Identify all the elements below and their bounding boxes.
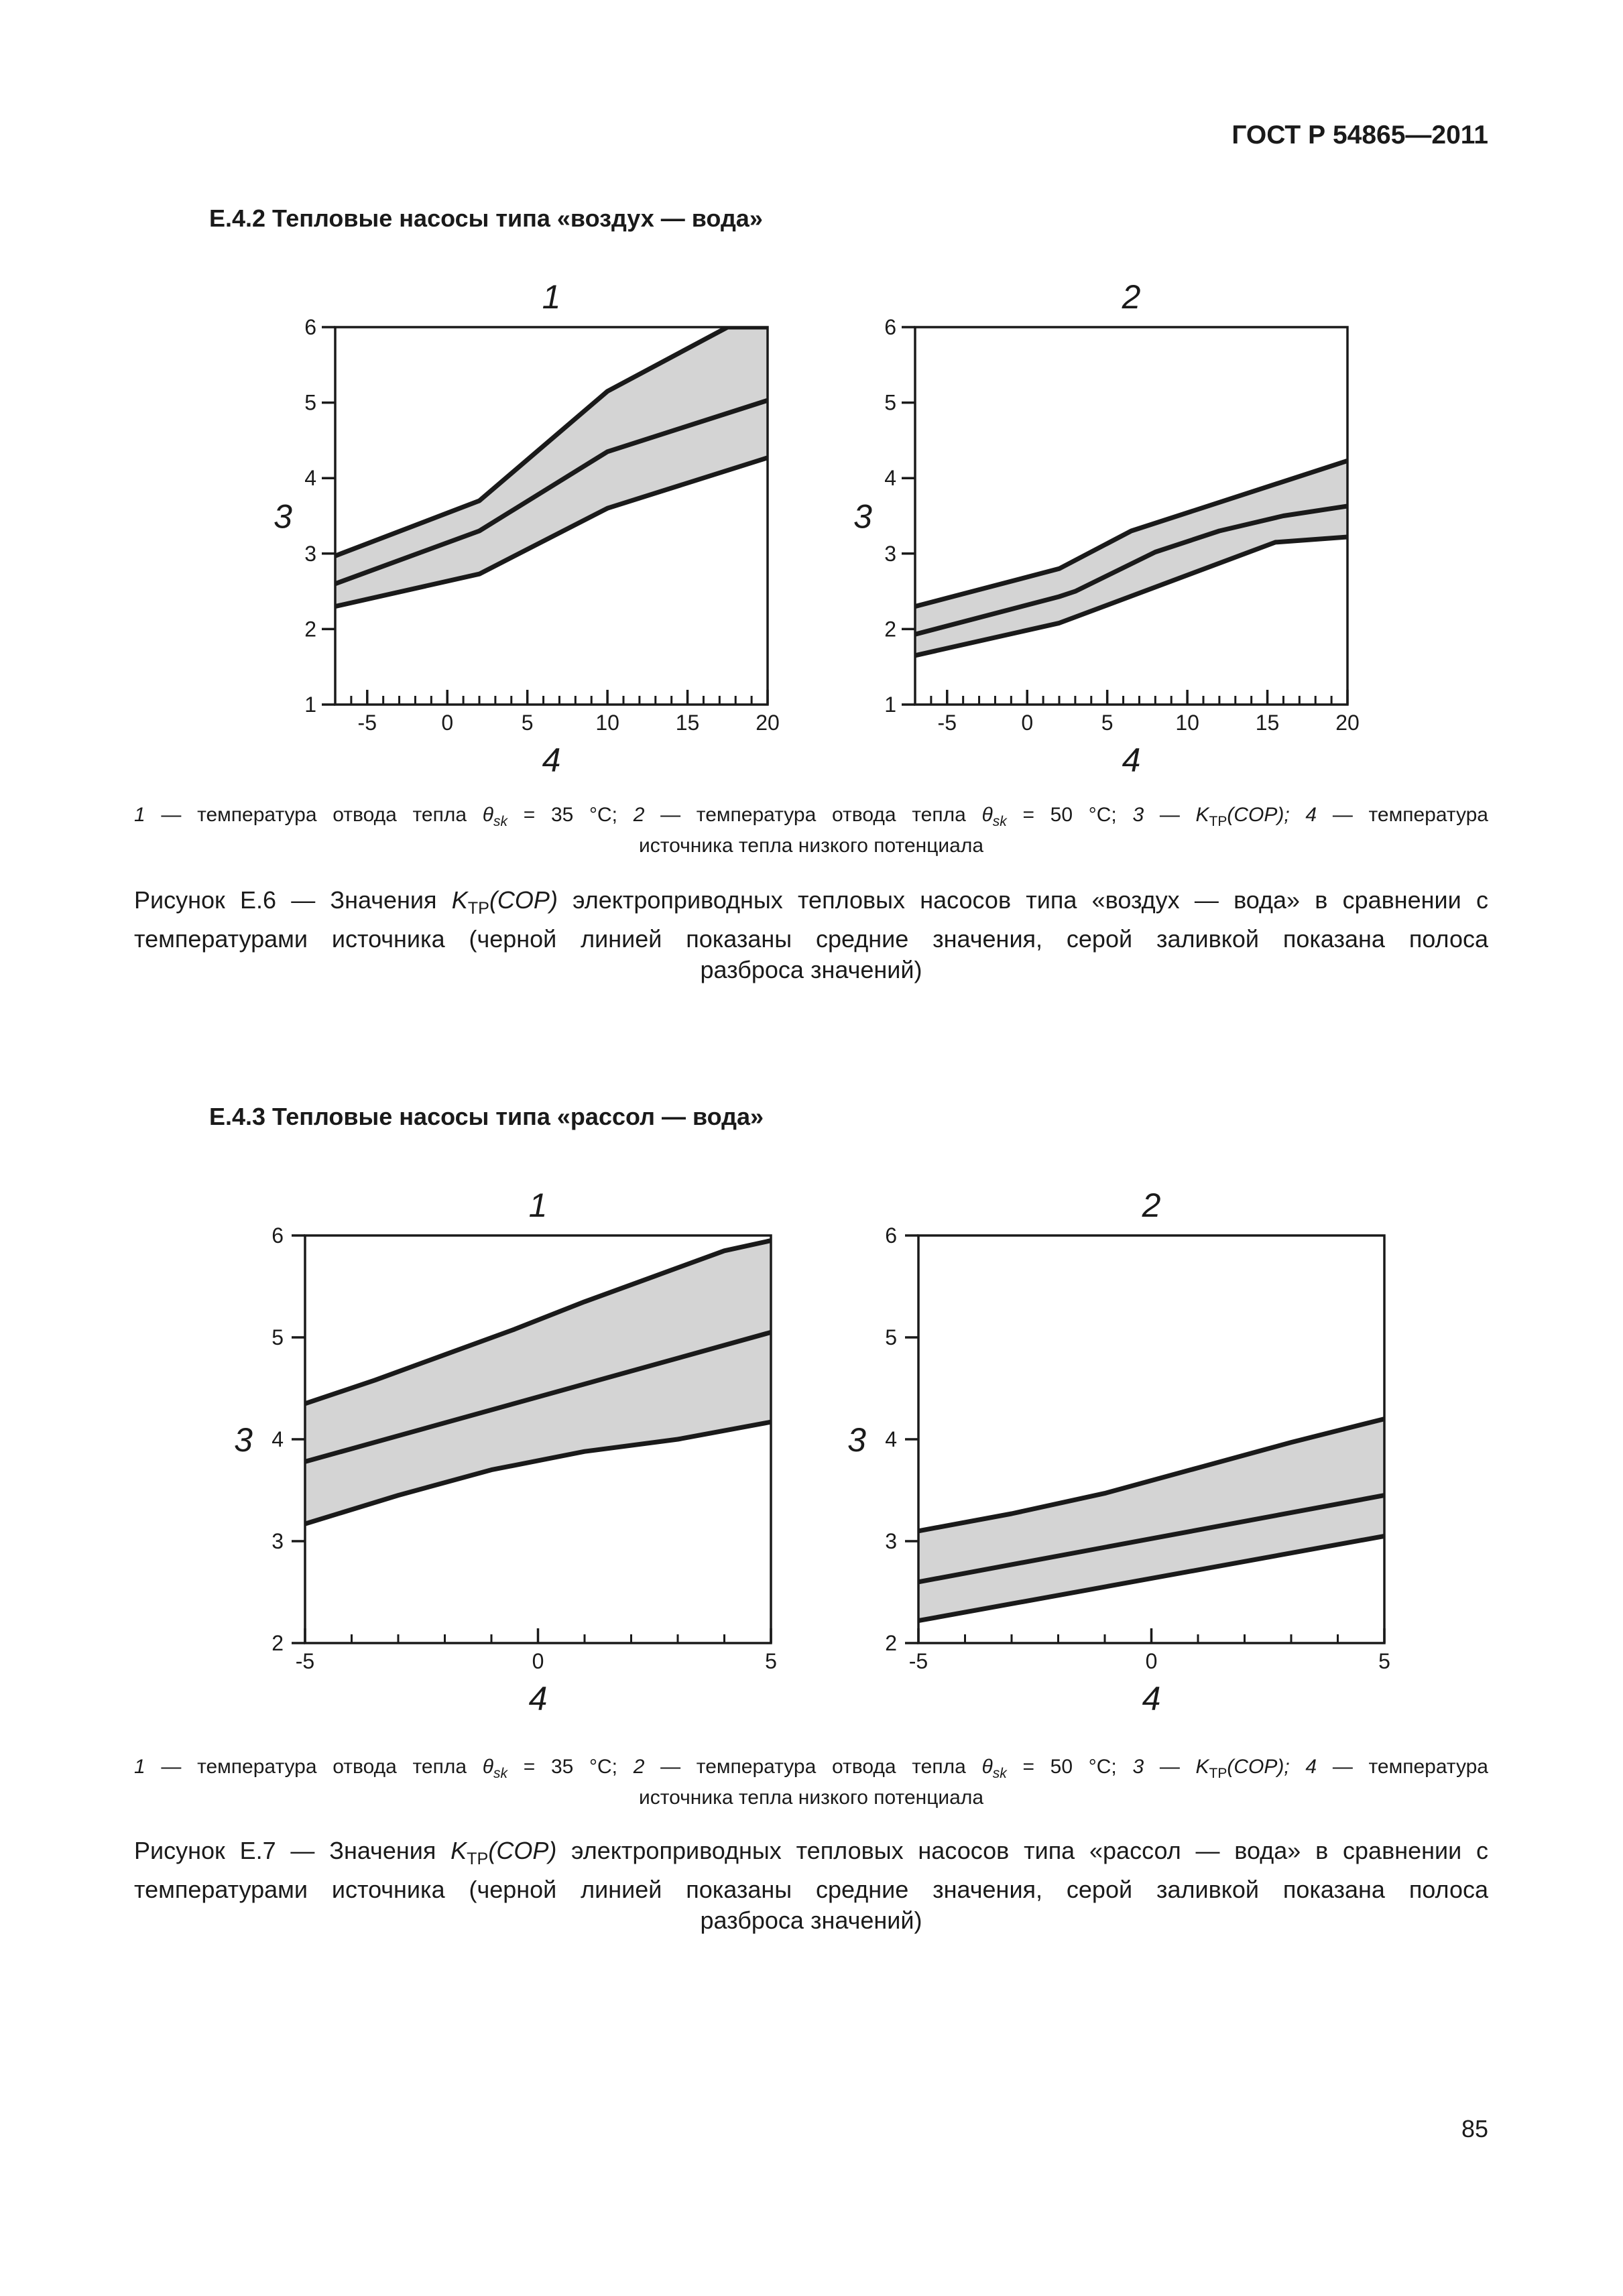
y-tick-label: 6 xyxy=(304,315,316,339)
section-title-brine-water: Е.4.3 Тепловые насосы типа «рассол — вода» xyxy=(209,1103,764,1130)
chart-e6-1 xyxy=(261,275,811,784)
y-tick-label: 3 xyxy=(885,1529,897,1553)
y-tick-label: 6 xyxy=(272,1223,284,1248)
x-axis-label: 4 xyxy=(528,1680,548,1717)
x-tick-label: 15 xyxy=(675,711,700,735)
y-tick-label: 5 xyxy=(272,1325,284,1349)
x-tick-label: 10 xyxy=(595,711,619,735)
x-tick-label: 5 xyxy=(521,711,534,735)
y-axis-label: 3 xyxy=(234,1421,253,1459)
y-axis-label: 3 xyxy=(274,497,292,536)
y-axis-label: 3 xyxy=(853,497,872,536)
x-tick-label: -5 xyxy=(908,1649,928,1673)
figure-e7-caption: Рисунок Е.7 — Значения $K_{ТР}(COP)$ электроприводных тепловых насосов типа «рассол — вода» в сравнении с температурами источника (черной линией показаны средние значения, серой заливкой показана полоса разброса значений) xyxy=(134,1837,1488,1935)
chart-e7-1 xyxy=(234,1183,828,1733)
spread-band xyxy=(335,327,768,607)
chart-e6-2 xyxy=(841,275,1391,784)
spread-band xyxy=(915,461,1347,656)
figure-e6-caption: Рисунок Е.6 — Значения $K_{ТР}(COP)$ электроприводных тепловых насосов типа «воздух — вода» в сравнении с температурами источника (черной линией показаны средние значения, серой заливкой показана полоса разброса значений) xyxy=(134,886,1488,984)
x-tick-label: 15 xyxy=(1255,711,1280,735)
x-tick-label: 0 xyxy=(532,1649,544,1673)
figure-e6-legend: 1 — температура отвода тепла $\theta_{sk} = 35$ °С; 2 — температура отвода тепла $\theta_{sk} = 50$ °С; 3 — $K_{ТР}(COP)$; 4 — температура источника тепла низкого потенциала xyxy=(134,804,1488,857)
y-tick-label: 3 xyxy=(304,541,316,566)
chart-number-label: 1 xyxy=(542,278,561,316)
y-tick-label: 4 xyxy=(304,466,316,491)
chart-number-label: 1 xyxy=(528,1187,548,1224)
y-tick-label: 4 xyxy=(272,1427,284,1451)
y-tick-label: 3 xyxy=(884,541,896,566)
x-tick-label: 0 xyxy=(1145,1649,1158,1673)
x-tick-label: 0 xyxy=(441,711,454,735)
x-tick-label: -5 xyxy=(295,1649,315,1673)
x-axis-label: 4 xyxy=(1122,741,1141,779)
chart-number-label: 2 xyxy=(1142,1187,1161,1224)
x-tick-label: -5 xyxy=(937,711,957,735)
x-tick-label: 5 xyxy=(765,1649,777,1673)
x-tick-label: 10 xyxy=(1175,711,1199,735)
x-tick-label: 5 xyxy=(1378,1649,1390,1673)
chart-e7-2 xyxy=(847,1183,1441,1733)
y-tick-label: 2 xyxy=(884,617,896,642)
y-tick-label: 5 xyxy=(884,390,896,415)
y-tick-label: 6 xyxy=(885,1223,897,1248)
y-tick-label: 6 xyxy=(884,315,896,339)
y-tick-label: 5 xyxy=(885,1325,897,1349)
y-tick-label: 2 xyxy=(885,1631,897,1655)
x-tick-label: 0 xyxy=(1021,711,1034,735)
page-number: 85 xyxy=(1461,2115,1488,2142)
y-tick-label: 1 xyxy=(304,692,316,717)
y-tick-label: 2 xyxy=(304,617,316,642)
y-tick-label: 4 xyxy=(885,1427,897,1451)
x-tick-label: 20 xyxy=(756,711,780,735)
y-axis-label: 3 xyxy=(847,1421,866,1459)
y-tick-label: 5 xyxy=(304,390,316,415)
y-tick-label: 2 xyxy=(272,1631,284,1655)
section-title-air-water: Е.4.2 Тепловые насосы типа «воздух — вода» xyxy=(209,204,763,232)
figure-e7-legend: 1 — температура отвода тепла $\theta_{sk} = 35$ °С; 2 — температура отвода тепла $\theta_{sk} = 50$ °С; 3 — $K_{ТР}(COP)$; 4 — температура источника тепла низкого потенциала xyxy=(134,1756,1488,1809)
x-axis-label: 4 xyxy=(542,741,561,779)
document-standard-number: ГОСТ Р 54865—2011 xyxy=(1231,121,1488,149)
y-tick-label: 1 xyxy=(884,692,896,717)
y-tick-label: 3 xyxy=(272,1529,284,1553)
x-tick-label: -5 xyxy=(357,711,377,735)
x-axis-label: 4 xyxy=(1142,1680,1161,1717)
x-tick-label: 5 xyxy=(1101,711,1114,735)
y-tick-label: 4 xyxy=(884,466,896,491)
x-tick-label: 20 xyxy=(1335,711,1360,735)
chart-number-label: 2 xyxy=(1122,278,1141,316)
